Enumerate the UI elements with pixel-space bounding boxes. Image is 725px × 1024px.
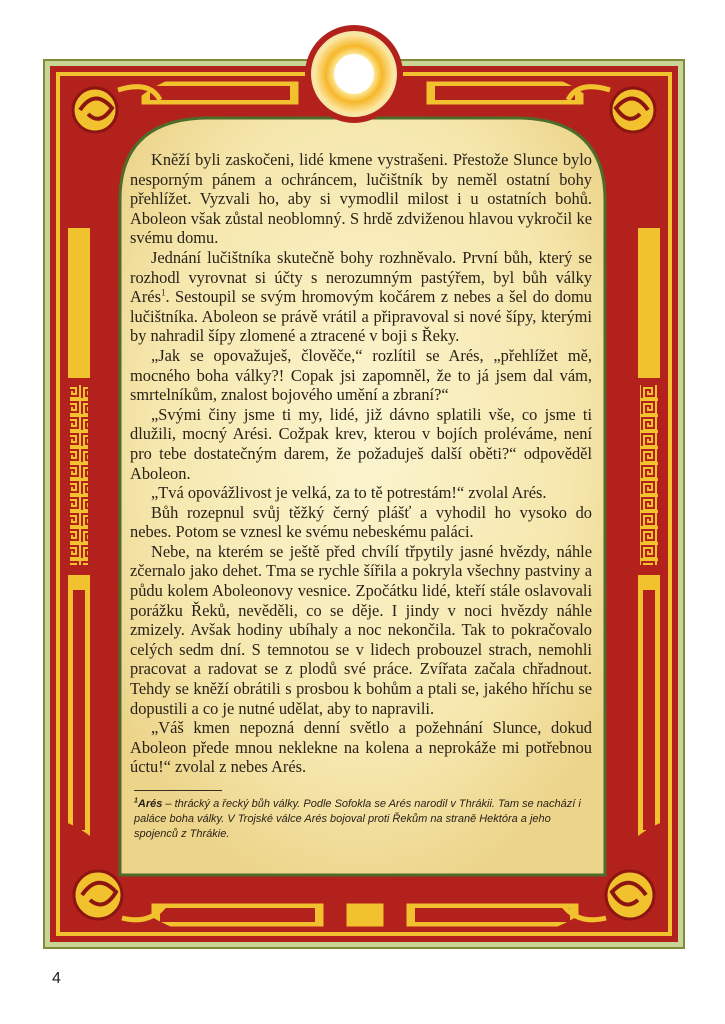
footnote-reference: 1 [160,287,166,298]
page-number: 4 [52,970,61,987]
footnote-text [134,797,589,842]
paragraph: „Váš kmen nepozná denní světlo a požehnání Slunce, dokud Aboleon přede mnou neklekne na kolena a neprokáže mi potřebnou úctu!“ zvolal z nebes Arés. [130,718,592,777]
paragraph-text: . Sestoupil se svým hromovým kočárem z nebes a šel do domu lučištníka. Aboleon se právě vrátil a připravoval si nové šípy, kterými by nahradil šípy zlomené a ztracené v boji s Řeky. [130,287,592,346]
footnote-divider [134,790,222,791]
paragraph: „Jak se opovažuješ, člověče,“ rozlítil se Arés, „přehlížet mě, mocného boha války?! Copak jsi zapomněl, že to já jsem dal vám, smrtelníkům, znalost bojového umění a zbraní?“ [130,345,592,405]
bottom-border-bar [150,902,580,928]
footnote-number: 1 [134,797,138,805]
paragraph: Bůh rozepnul svůj těžký černý plášť a vyhodil ho vysoko do nebes. Potom se vznesl ke svému nebeskému paláci. [130,502,592,542]
right-border-meander [634,220,664,860]
footnote-term: Arés [137,798,163,810]
paragraph [130,248,592,346]
paragraph: „Tvá opovážlivost je velká, za to tě potrestám!“ zvolal Arés. [151,483,547,503]
paragraph: Kněží byli zaskočeni, lidé kmene vystrašeni. Přestože Slunce bylo nesporným pánem a ochráncem, lučištník by neměl ostatní bohy přehlížet. Vyzvali ho, aby si vymodlil milost i u ostatních bohů. Aboleon však zůstal neoblomný. S hrdě zdviženou hlavou vykročil ke svému domu. [130,150,592,248]
footnote [134,790,589,842]
story-text [130,150,592,777]
footnote-body: – thrácký a řecký bůh války. Podle Sofokla se Arés narodil v Thrákii. Tam se nachází i palácе boha války. V Trojské válce Arés bojoval proti Řekům na straně Hektóra a jeho spojenců z Thrákie. [134,798,581,840]
left-border-meander [64,220,94,860]
paragraph: Nebe, na kterém se ještě před chvílí třpytily jasné hvězdy, náhle zčernalo jako dehet. Tma se rychle šířila a pokryla všechny pastviny a půdu kolem Aboleonovy vesnice. Zpočátku lidé, kteří stále oslavovali porážku Řeků, nevěděli, co se děje. I jindy v noci hvězdy náhle zmizely. Avšak hodiny ubíhaly a noc nekončila. Tak to pokračovalo celých sedm dní. S temnotou se v lidech probouzel strach, nemohli pracovat a radovat se z plodů své práce. Zvířata začala chřadnout. Tehdy se kněží obrátili s prosbou k bohům a ptali se, jakého hříchu se dopustili a co je nutné udělat, aby to napravili. [130,541,592,718]
paragraph: „Svými činy jsme ti my, lidé, již dávno splatili vše, co jsme ti dlužili, mocný Arési. Cožpak krev, kterou v bojích proléváme, není pro tebe dostatečným darem, že požaduješ další oběti?“ odpověděl Aboleon. [130,404,592,483]
paragraph-text: Jednání lučištníka skutečně bohy rozhněvalo. První bůh, který se rozhodl vyrovnat si účty s nerozumným pastýřem, byl bůh války Arés [130,247,592,307]
sun-icon [308,28,400,120]
